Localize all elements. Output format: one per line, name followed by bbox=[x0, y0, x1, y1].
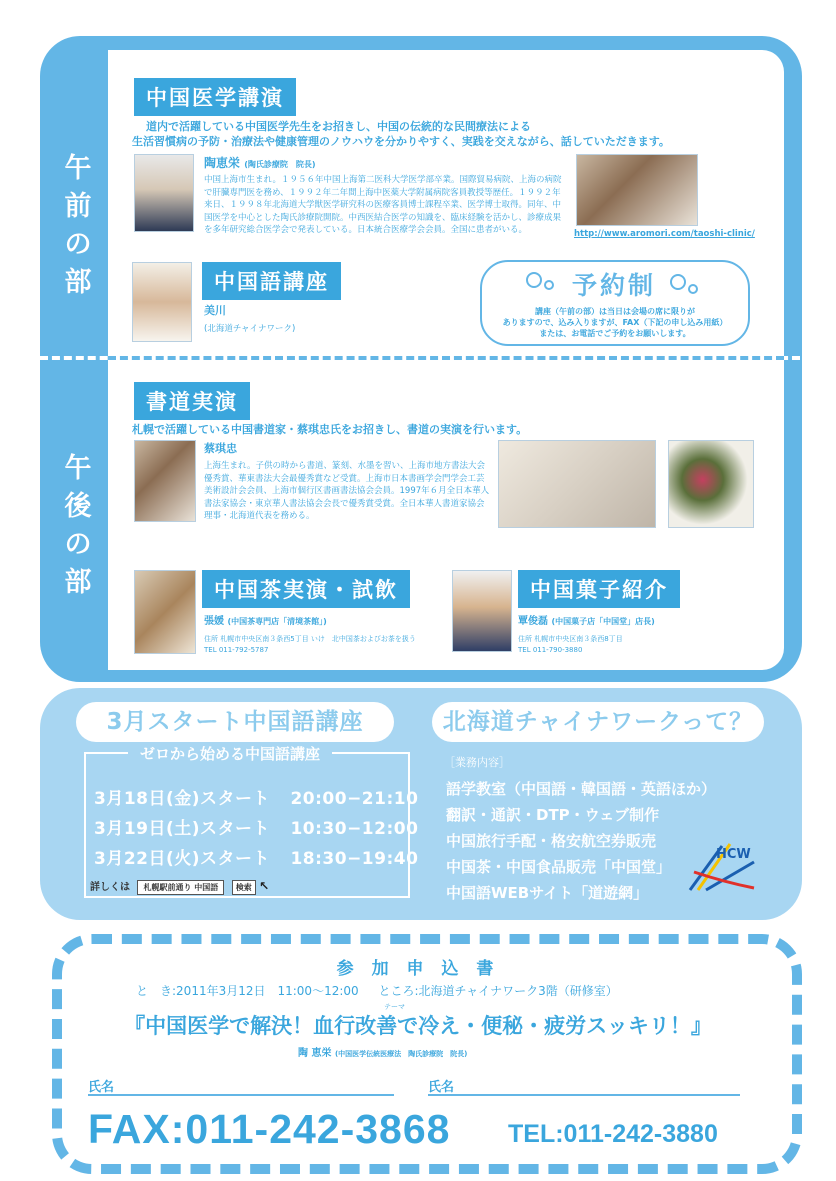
course-row bbox=[94, 814, 418, 839]
tea-photo bbox=[134, 570, 196, 654]
sweets-person: 覃俊磊 bbox=[518, 616, 548, 627]
afternoon-label: 午後の部 bbox=[64, 453, 92, 598]
tea-address: 住所 札幌市中央区南３条西5丁目 いけ 北中国茶およびお茶を扱う bbox=[204, 635, 416, 643]
form-title: 参 加 申 込 書 bbox=[336, 959, 500, 979]
form-theme: 『中国医学で解決！血行改善で冷え・便秘・疲労スッキリ！』 bbox=[124, 1013, 712, 1038]
fax-number: FAX:011-242-3868 bbox=[88, 1106, 451, 1152]
search-button[interactable]: 検索 bbox=[232, 880, 256, 895]
business-item: 中国茶・中国食品販売「中国堂」 bbox=[446, 858, 672, 876]
form-where: ところ:北海道チャイナワーク3階（研修室） bbox=[378, 984, 618, 998]
painting-photo bbox=[668, 440, 754, 528]
business-item: 語学教室（中国語・韓国語・英語ほか） bbox=[446, 780, 717, 798]
sweets-tag: 中国菓子紹介 bbox=[518, 570, 680, 608]
reservation-box bbox=[480, 260, 750, 346]
bubble-icon bbox=[670, 274, 686, 290]
form-when: と き:2011年3月12日 11:00〜12:00 bbox=[136, 984, 359, 998]
tea-affil: (中国茶専門店「清境茶館」) bbox=[227, 617, 327, 626]
lecture-photo bbox=[576, 154, 698, 226]
lecturer-photo bbox=[134, 154, 194, 232]
reservation-text bbox=[482, 306, 748, 339]
clinic-url[interactable]: http://www.aromori.com/taoshi-clinic/ bbox=[574, 229, 755, 239]
name-field-2[interactable] bbox=[428, 1094, 740, 1096]
sweets-affil: (中国菓子店「中国堂」店長) bbox=[551, 617, 655, 626]
tea-tel: TEL 011-792-5787 bbox=[204, 646, 269, 654]
course-date: 3月22日(火)スタート bbox=[94, 849, 271, 869]
calligraphy-intro: 札幌で活躍している中国書道家・蔡琪忠氏をお招きし、書道の実演を行います。 bbox=[132, 423, 528, 436]
logo-text: HCW bbox=[716, 847, 751, 862]
course-time: 10:30−12:00 bbox=[290, 819, 419, 839]
lecturer-name: 陶恵栄 bbox=[204, 156, 241, 170]
form-speaker: 陶 恵栄 bbox=[298, 1048, 332, 1059]
course-time: 18:30−19:40 bbox=[290, 849, 419, 869]
tea-person: 張媛 bbox=[204, 616, 224, 627]
business-item: 中国語WEBサイト「道遊網」 bbox=[446, 884, 649, 902]
teacher-affil: (北海道チャイナワーク) bbox=[204, 324, 296, 334]
language-tag: 中国語講座 bbox=[202, 262, 341, 300]
lecturer-bio: 中国上海市生まれ。１９５６年中国上海第二医科大学医学部卒業。国際貿易病院、上海の病院で肝臓専門医を務め、１９９２年二年間上海中医薬大学附属病院客員教授等歴任。１９９２年来日、１９９８年北海道大学獣医学研究科の医療客員博士課程卒業、医学博士取得。同年、中国医学を中心とした陶氏診療院開院。中西医結合医学の知識を、臨床経験を活かし、診療成果を多年研究総合医学会で発表している。日本統合医療学会会員。全国に患者がいる。 bbox=[204, 175, 562, 235]
form-speaker-affil: (中国医学伝統医療法 陶氏診療院 院長) bbox=[334, 1050, 468, 1058]
course-row bbox=[94, 784, 418, 809]
name-field-1[interactable] bbox=[88, 1094, 394, 1096]
course-date: 3月18日(金)スタート bbox=[94, 789, 271, 809]
name-label-1: 氏名 bbox=[88, 1080, 115, 1095]
course-row bbox=[94, 844, 418, 869]
search-line bbox=[90, 878, 269, 895]
teacher-name: 美川 bbox=[204, 304, 226, 317]
course-subtitle: ゼロから始める中国語講座 bbox=[128, 743, 332, 764]
lecture-intro-1: 道内で活躍している中国医学先生をお招きし、中国の伝統的な民間療法による bbox=[146, 120, 531, 133]
sweets-tel: TEL 011-790-3880 bbox=[518, 646, 583, 654]
calligrapher-photo bbox=[134, 440, 196, 522]
business-item: 翻訳・通訳・DTP・ウェブ制作 bbox=[446, 806, 660, 824]
business-item: 中国旅行手配・格安航空券販売 bbox=[446, 832, 657, 850]
course-date: 3月19日(土)スタート bbox=[94, 819, 271, 839]
theme-ruby: テーマ bbox=[384, 1003, 405, 1011]
business-section: ［業務内容］ bbox=[444, 756, 510, 769]
reservation-text-1: 講座（午前の部）は当日は会場の席に限りが bbox=[535, 307, 695, 316]
search-prefix: 詳しくは bbox=[90, 882, 130, 893]
bubble-icon bbox=[688, 284, 698, 294]
search-input[interactable]: 札幌駅前通り 中国語 bbox=[137, 880, 224, 895]
company-logo bbox=[684, 832, 762, 894]
reservation-title: 予約制 bbox=[572, 271, 657, 300]
sweets-address: 住所 札幌市中央区南３条西8丁目 bbox=[518, 635, 623, 643]
course-pill: 3月スタート中国語講座 bbox=[76, 702, 394, 742]
tea-person-line bbox=[204, 612, 327, 627]
section-divider-inner bbox=[108, 356, 784, 360]
form-when-where bbox=[136, 982, 618, 999]
company-pill: 北海道チャイナワークって？ bbox=[432, 702, 764, 742]
tel-number: TEL:011-242-3880 bbox=[508, 1120, 718, 1148]
cursor-icon: ↖ bbox=[259, 879, 270, 893]
name-label-2: 氏名 bbox=[428, 1080, 455, 1095]
course-time: 20:00−21:10 bbox=[290, 789, 419, 809]
morning-label: 午前の部 bbox=[64, 153, 92, 298]
bubble-icon bbox=[526, 272, 542, 288]
calligrapher-bio: 上海生まれ。子供の時から書道、篆刻、水墨を習い、上海市地方書法大会優秀賞、華東書法大会最優秀賞など受賞。上海市日本書画学会門学会工芸美術設計会会員、上海市個行区書画書法協会会員。1997年６月全日本華人書法家協会・東京華人書法協会会長で優秀賞受賞。全日本華人書道家協会理事・北海道代表を務める。 bbox=[204, 461, 490, 521]
bubble-icon bbox=[544, 280, 554, 290]
lecture-tag: 中国医学講演 bbox=[134, 78, 296, 116]
sweets-photo bbox=[452, 570, 512, 652]
calligraphy-photo bbox=[498, 440, 656, 528]
tea-tag: 中国茶実演・試飲 bbox=[202, 570, 410, 608]
calligraphy-tag: 書道実演 bbox=[134, 382, 250, 420]
calligrapher-name: 蔡琪忠 bbox=[204, 442, 237, 455]
lecturer-affil: (陶氏診療院 院長) bbox=[244, 160, 316, 169]
lecturer-name-line bbox=[204, 154, 316, 171]
reservation-text-3: または、お電話でご予約をお願いします。 bbox=[539, 329, 691, 338]
teacher-photo bbox=[132, 262, 192, 342]
reservation-text-2: ありますので、込み入りますが、FAX（下記の申し込み用紙） bbox=[502, 318, 728, 327]
form-speaker-line bbox=[298, 1044, 467, 1059]
sweets-person-line bbox=[518, 612, 655, 627]
lecture-intro-2: 生活習慣病の予防・治療法や健康管理のノウハウを分かりやすく、実践を交えながら、話していただきます。 bbox=[132, 135, 670, 148]
